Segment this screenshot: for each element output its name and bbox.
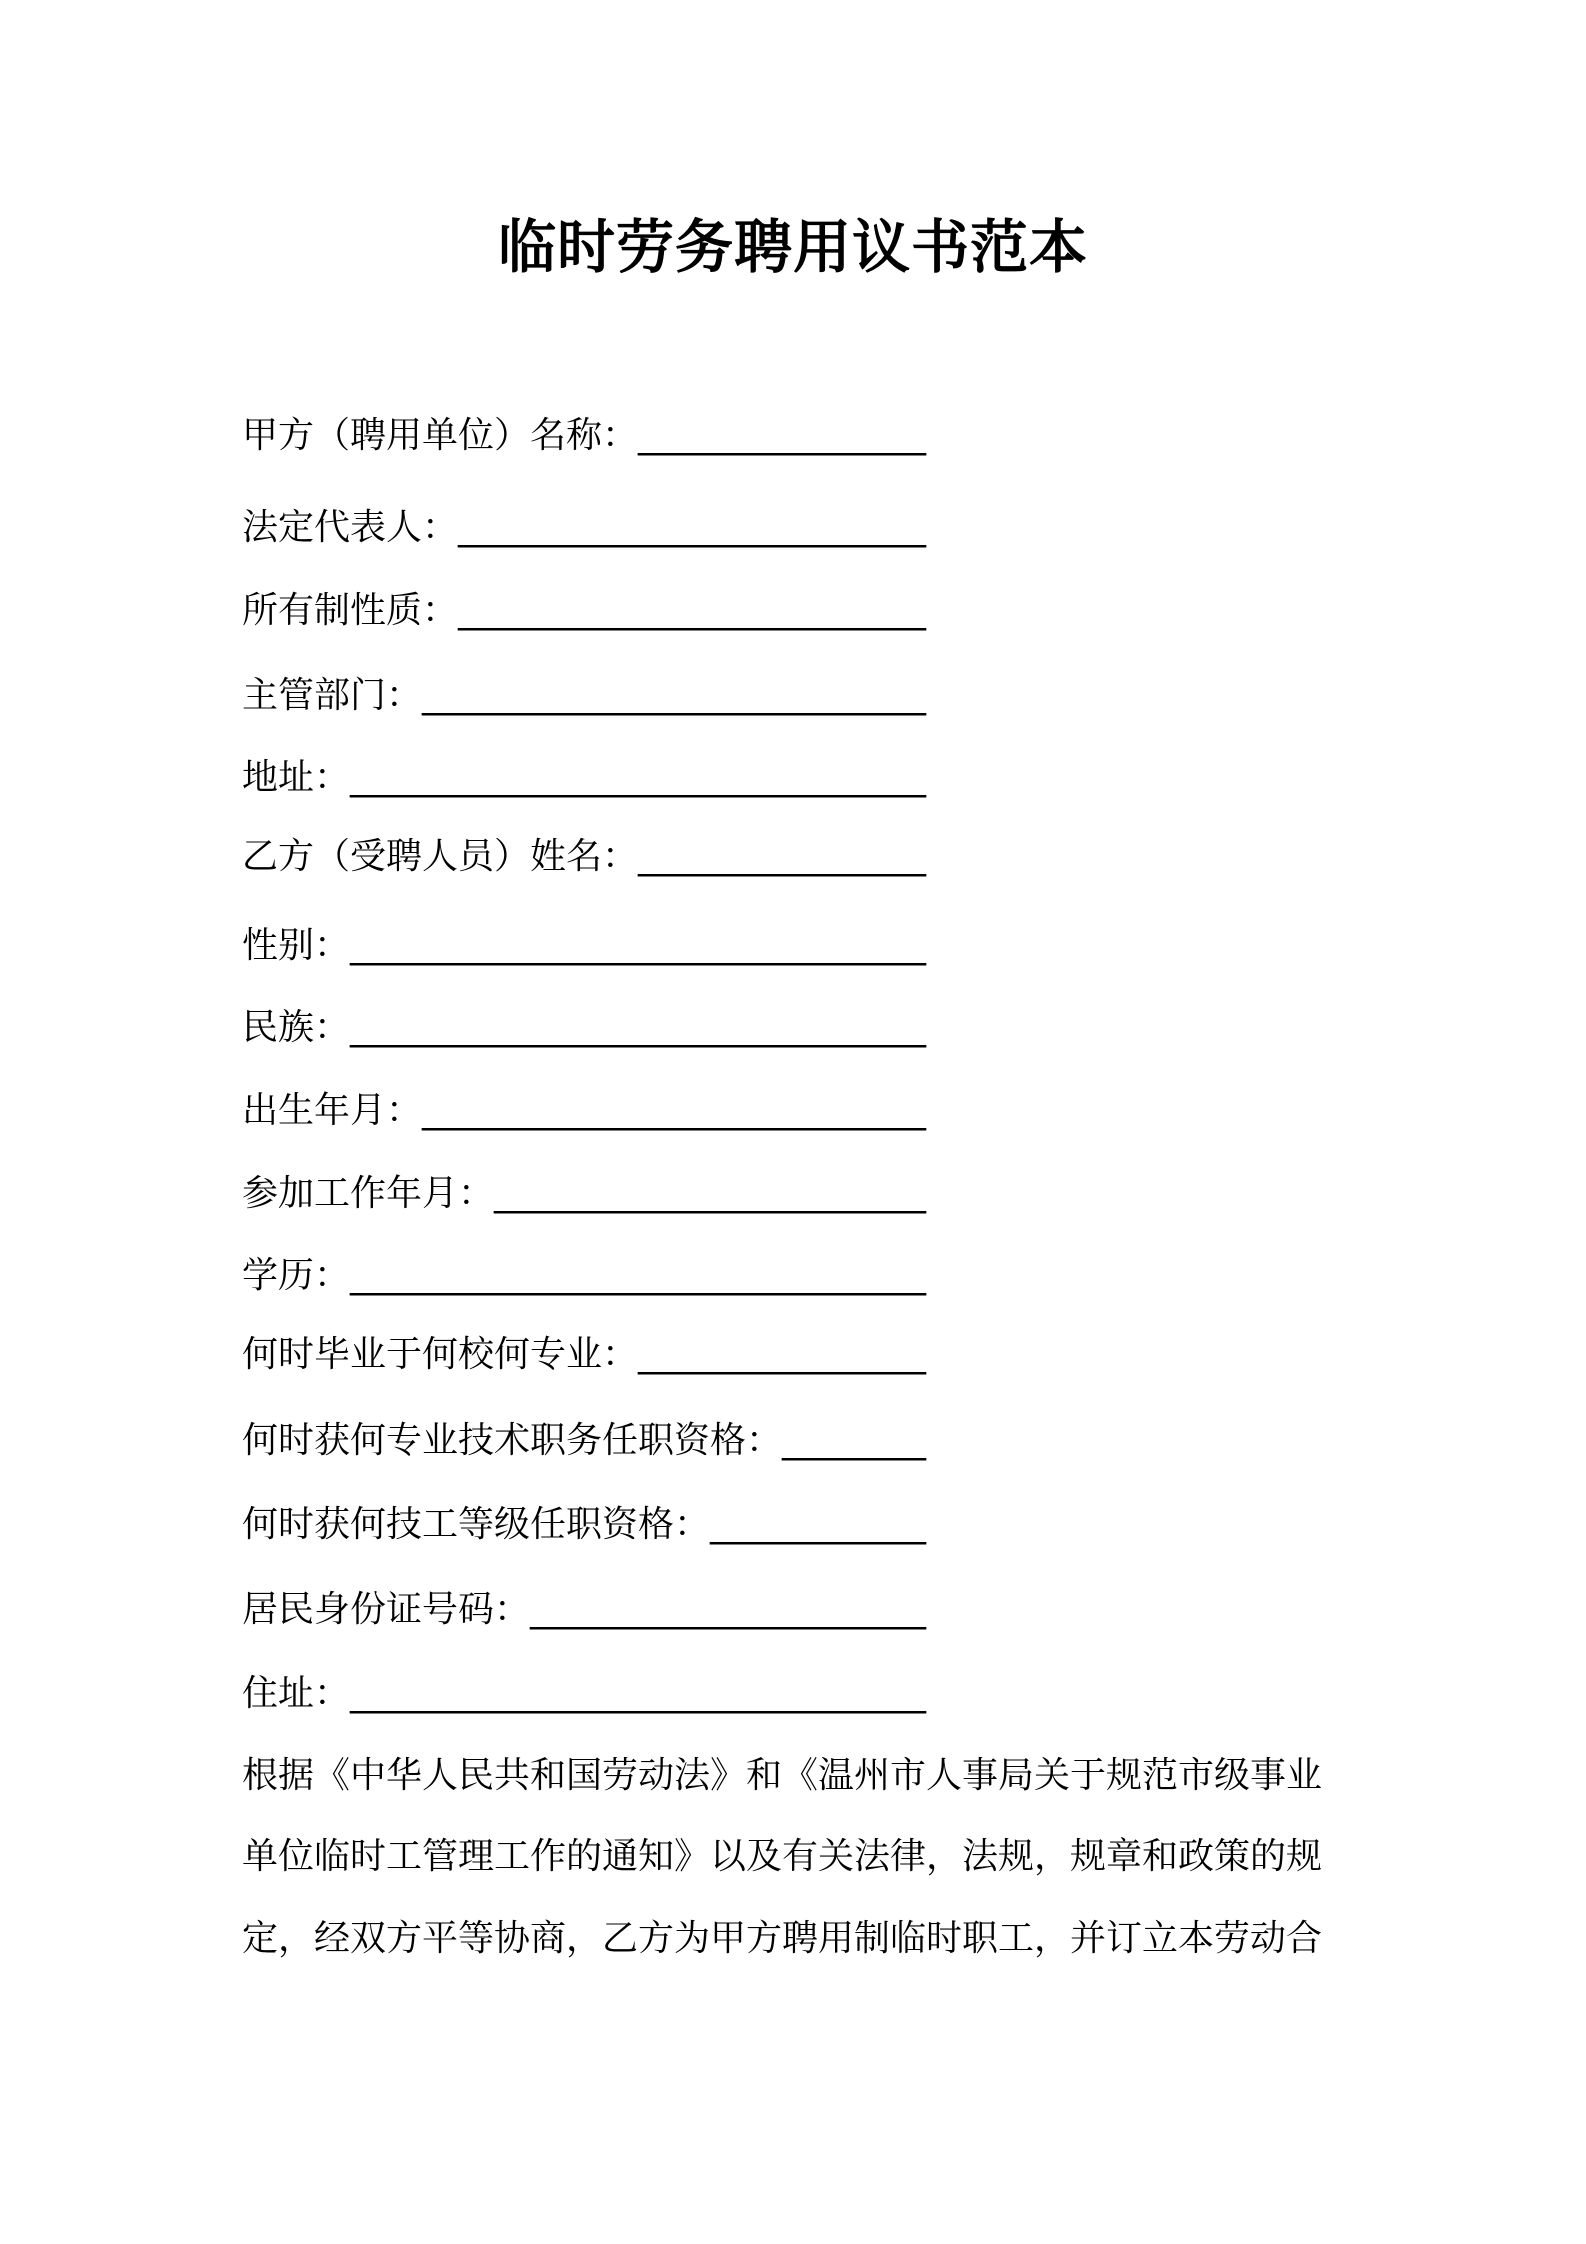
- field-legal-representative: [242, 506, 926, 550]
- field-label: 所有制性质：: [242, 590, 459, 631]
- field-work-start-date: [242, 1172, 926, 1216]
- field-blank: ________________________________: [350, 757, 927, 798]
- field-blank: ________________________: [494, 1173, 927, 1214]
- field-blank: ________________________________: [350, 1007, 927, 1048]
- field-blank: ____________: [710, 1504, 927, 1545]
- paragraph-line: 单位临时工管理工作的通知》以及有关法律，法规，规章和政策的规: [242, 1836, 1323, 1877]
- paragraph-line: 定，经双方平等协商，乙方为甲方聘用制临时职工，并订立本劳动合: [242, 1918, 1323, 1959]
- field-employer-name: [242, 414, 926, 458]
- field-label: 住址：: [242, 1673, 351, 1714]
- field-id-number: [242, 1588, 926, 1632]
- field-blank: ________________: [638, 1334, 927, 1375]
- field-blank: ________: [782, 1420, 927, 1461]
- field-blank: ____________________________: [422, 675, 927, 716]
- field-label: 何时获何专业技术职务任职资格：: [242, 1420, 783, 1461]
- field-blank: ________________________________: [350, 925, 927, 966]
- field-label: 性别：: [242, 925, 351, 966]
- field-birth-date: [242, 1089, 926, 1133]
- paragraph-line: 根据《中华人民共和国劳动法》和《温州市人事局关于规范市级事业: [242, 1755, 1323, 1796]
- field-label: 出生年月：: [242, 1090, 423, 1131]
- document-title: 临时劳务聘用议书范本: [497, 213, 1088, 281]
- field-employer-address: [242, 756, 926, 800]
- field-blank: ________________: [638, 836, 927, 877]
- field-label: 学历：: [242, 1255, 351, 1296]
- field-label: 何时毕业于何校何专业：: [242, 1334, 639, 1375]
- field-gender: [242, 924, 926, 968]
- field-label: 居民身份证号码：: [242, 1589, 531, 1630]
- field-residence-address: [242, 1672, 926, 1716]
- field-education: [242, 1254, 926, 1298]
- field-label: 何时获何技工等级任职资格：: [242, 1504, 711, 1545]
- field-blank: ________________________________: [350, 1673, 927, 1714]
- field-graduation-info: [242, 1333, 926, 1377]
- field-label: 主管部门：: [242, 675, 423, 716]
- field-label: 参加工作年月：: [242, 1173, 495, 1214]
- field-employee-name: [242, 835, 926, 879]
- field-blank: ____________________________: [422, 1090, 927, 1131]
- field-label: 地址：: [242, 757, 351, 798]
- field-blank: ________________: [638, 415, 927, 456]
- field-blank: ________________________________: [350, 1255, 927, 1296]
- field-label: 民族：: [242, 1007, 351, 1048]
- field-blank: __________________________: [458, 507, 927, 548]
- field-professional-qualification: [242, 1419, 926, 1463]
- field-technician-grade: [242, 1503, 926, 1547]
- field-ethnicity: [242, 1006, 926, 1050]
- field-label: 乙方（受聘人员）姓名：: [242, 836, 639, 877]
- field-label: 法定代表人：: [242, 507, 459, 548]
- field-label: 甲方（聘用单位）名称：: [242, 415, 639, 456]
- field-blank: __________________________: [458, 590, 927, 631]
- field-ownership-type: [242, 589, 926, 633]
- field-blank: ______________________: [530, 1589, 927, 1630]
- field-supervising-department: [242, 674, 926, 718]
